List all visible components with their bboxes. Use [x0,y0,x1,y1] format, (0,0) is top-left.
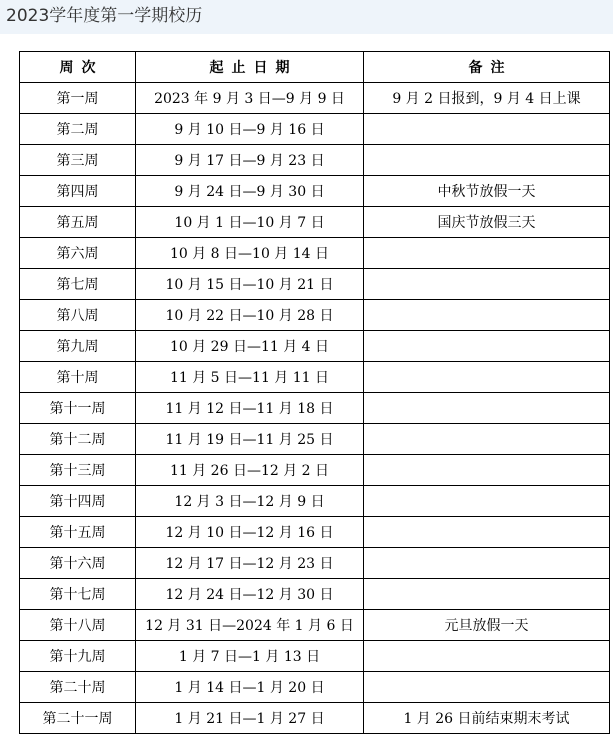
week-cell: 第七周 [20,269,136,300]
table-row [20,393,610,424]
date-range-cell: 9 月 17 日—9 月 23 日 [136,145,364,176]
date-range-cell: 12 月 3 日—12 月 9 日 [136,486,364,517]
note-cell [364,455,610,486]
note-cell [364,362,610,393]
date-range-cell: 10 月 22 日—10 月 28 日 [136,300,364,331]
header-week: 周次 [20,52,136,83]
week-cell: 第五周 [20,207,136,238]
note-cell: 1 月 26 日前结束期末考试 [364,703,610,734]
table-header [20,52,610,83]
week-cell: 第十九周 [20,641,136,672]
week-cell: 第八周 [20,300,136,331]
week-cell: 第四周 [20,176,136,207]
note-cell [364,300,610,331]
note-cell: 国庆节放假三天 [364,207,610,238]
note-cell [364,486,610,517]
table-row [20,517,610,548]
table-row [20,486,610,517]
header-note: 备注 [364,52,610,83]
week-cell: 第二十周 [20,672,136,703]
table-row [20,145,610,176]
date-range-cell: 11 月 12 日—11 月 18 日 [136,393,364,424]
table-row [20,455,610,486]
table-row [20,207,610,238]
week-cell: 第十五周 [20,517,136,548]
date-range-cell: 10 月 1 日—10 月 7 日 [136,207,364,238]
date-range-cell: 11 月 19 日—11 月 25 日 [136,424,364,455]
date-range-cell: 10 月 8 日—10 月 14 日 [136,238,364,269]
note-cell [364,517,610,548]
week-cell: 第六周 [20,238,136,269]
week-cell: 第十周 [20,362,136,393]
date-range-cell: 1 月 7 日—1 月 13 日 [136,641,364,672]
table-row [20,176,610,207]
note-cell [364,424,610,455]
note-cell [364,579,610,610]
table-row [20,424,610,455]
table-row [20,610,610,641]
table-row [20,300,610,331]
note-cell [364,331,610,362]
date-range-cell: 12 月 17 日—12 月 23 日 [136,548,364,579]
note-cell [364,641,610,672]
date-range-cell: 10 月 29 日—11 月 4 日 [136,331,364,362]
week-cell: 第三周 [20,145,136,176]
date-range-cell: 12 月 24 日—12 月 30 日 [136,579,364,610]
week-cell: 第十六周 [20,548,136,579]
date-range-cell: 10 月 15 日—10 月 21 日 [136,269,364,300]
date-range-cell: 1 月 21 日—1 月 27 日 [136,703,364,734]
date-range-cell: 12 月 10 日—12 月 16 日 [136,517,364,548]
week-cell: 第十二周 [20,424,136,455]
note-cell [364,145,610,176]
week-cell: 第二周 [20,114,136,145]
table-row [20,672,610,703]
week-cell: 第十一周 [20,393,136,424]
table-row [20,238,610,269]
table-row [20,579,610,610]
date-range-cell: 9 月 24 日—9 月 30 日 [136,176,364,207]
header-dates: 起止日期 [136,52,364,83]
table-row [20,114,610,145]
week-cell: 第十三周 [20,455,136,486]
week-cell: 第九周 [20,331,136,362]
date-range-cell: 11 月 5 日—11 月 11 日 [136,362,364,393]
date-range-cell: 2023 年 9 月 3 日—9 月 9 日 [136,83,364,114]
page-title: 2023学年度第一学期校历 [6,6,203,26]
date-range-cell: 1 月 14 日—1 月 20 日 [136,672,364,703]
week-cell: 第十八周 [20,610,136,641]
note-cell: 9 月 2 日报到，9 月 4 日上课 [364,83,610,114]
week-cell: 第十七周 [20,579,136,610]
note-cell [364,672,610,703]
note-cell [364,114,610,145]
title-bar [0,0,613,34]
school-calendar-table [19,51,610,734]
week-cell: 第一周 [20,83,136,114]
table-row [20,641,610,672]
table-row [20,331,610,362]
week-cell: 第十四周 [20,486,136,517]
table-row [20,269,610,300]
note-cell [364,548,610,579]
note-cell: 元旦放假一天 [364,610,610,641]
table-row [20,703,610,734]
table-body [20,83,610,734]
note-cell [364,269,610,300]
date-range-cell: 9 月 10 日—9 月 16 日 [136,114,364,145]
week-cell: 第二十一周 [20,703,136,734]
table-row [20,83,610,114]
date-range-cell: 11 月 26 日—12 月 2 日 [136,455,364,486]
note-cell [364,238,610,269]
note-cell [364,393,610,424]
header-row [20,52,610,83]
table-row [20,362,610,393]
note-cell: 中秋节放假一天 [364,176,610,207]
table-row [20,548,610,579]
date-range-cell: 12 月 31 日—2024 年 1 月 6 日 [136,610,364,641]
